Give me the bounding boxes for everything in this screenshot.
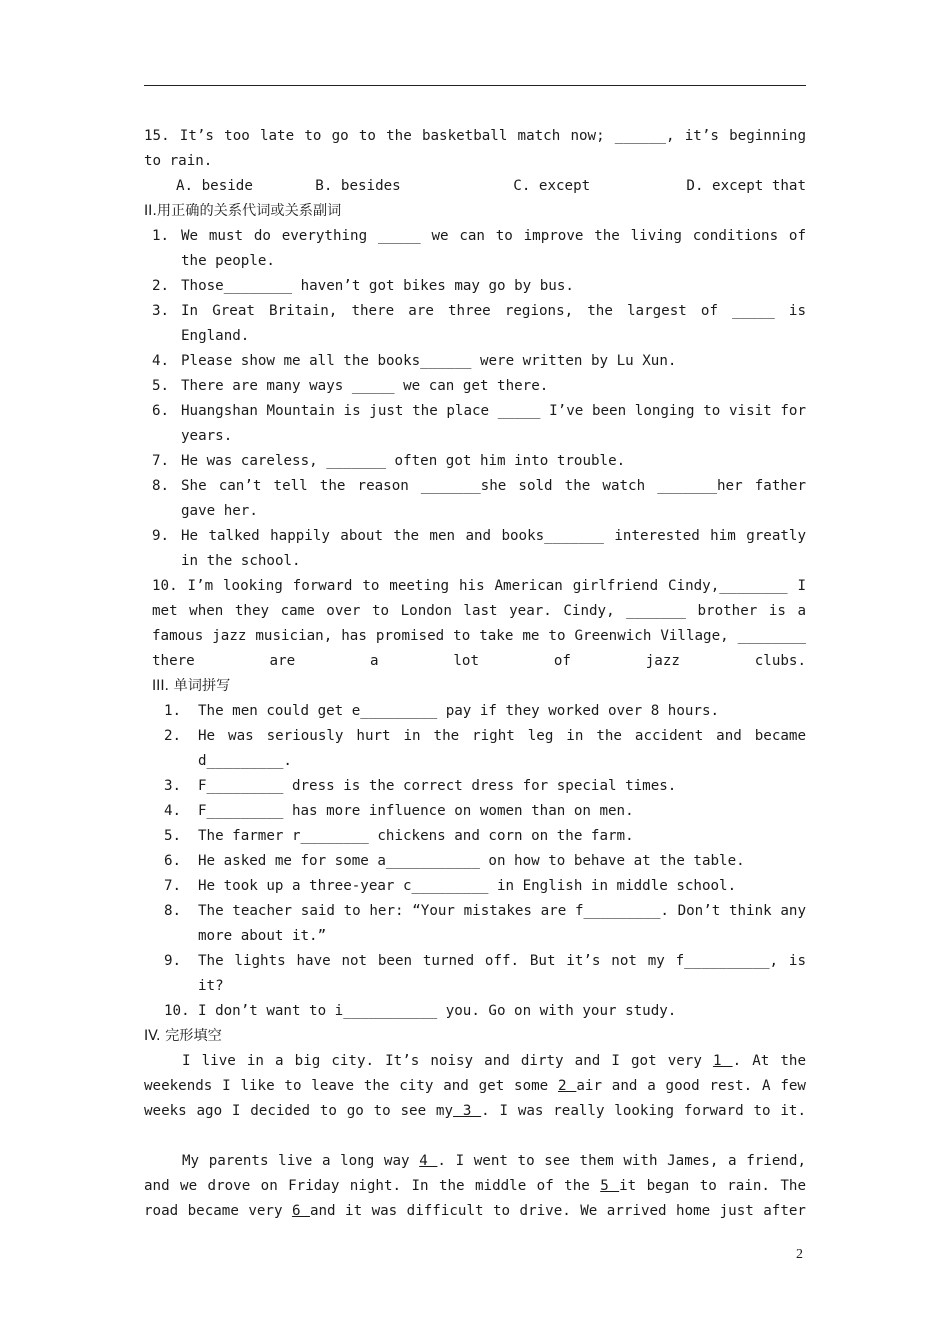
item-text: He took up a three-year c_________ in English in middle school. <box>198 878 737 894</box>
item-text: The men could get e_________ pay if they worked over 8 hours. <box>198 703 720 719</box>
item-number: 7. <box>164 878 182 894</box>
item-number: 8. <box>152 478 170 494</box>
option-c: C. except <box>513 178 591 194</box>
item-text: He was seriously hurt in the right leg in the accident and became d_________. <box>198 728 806 769</box>
list-item <box>152 274 806 299</box>
paragraph-gap <box>144 1124 806 1149</box>
list-item <box>164 849 806 874</box>
item-text: Huangshan Mountain is just the place _____ I’ve been longing to visit for years. <box>181 403 806 444</box>
cloze-text: and it was difficult to drive. We arrived home just after <box>309 1203 806 1219</box>
item-text: The lights have not been turned off. But it’s not my f__________, is it? <box>198 953 806 994</box>
list-item <box>164 824 806 849</box>
cloze-blank-6: 6 <box>291 1203 310 1219</box>
item-number: 7. <box>152 453 170 469</box>
item-number: 6. <box>164 853 182 869</box>
item-number: 5. <box>164 828 182 844</box>
item-number: 1. <box>152 228 170 244</box>
item-text: F_________ dress is the correct dress for special times. <box>198 778 677 794</box>
list-item <box>152 224 806 274</box>
page-number: 2 <box>796 1247 803 1262</box>
item-number: 2. <box>164 728 182 744</box>
list-item <box>152 399 806 449</box>
cloze-text: it began to rain. The road became very <box>144 1178 806 1219</box>
list-item <box>164 724 806 774</box>
item-text: F_________ has more influence on women than on men. <box>198 803 634 819</box>
item-text: I don’t want to i___________ you. Go on with your study. <box>198 1003 677 1019</box>
list-item <box>152 449 806 474</box>
cloze-text: . I went to see them with James, a friend, and we drove on Friday night. In the middle of the <box>144 1153 806 1194</box>
item-number: 4. <box>164 803 182 819</box>
header-rule <box>144 85 806 86</box>
item-number: 2. <box>152 278 170 294</box>
cloze-text: My parents live a long way <box>182 1153 420 1169</box>
question-15-options <box>144 174 806 199</box>
worksheet-page <box>144 124 806 1224</box>
item-text: Please show me all the books______ were written by Lu Xun. <box>181 353 677 369</box>
list-item <box>152 474 806 524</box>
section-3-heading: III. 单词拼写 <box>152 678 231 694</box>
option-d: D. except that <box>686 178 807 194</box>
list-item <box>152 374 806 399</box>
item-number: 1. <box>164 703 182 719</box>
item-number: 8. <box>164 903 182 919</box>
cloze-blank-5: 5 <box>600 1178 620 1194</box>
list-item <box>164 949 806 999</box>
list-item <box>164 774 806 799</box>
section-4-heading: IV. 完形填空 <box>144 1028 222 1044</box>
question-15-line1: 15. It’s too late to go to the basketball match now; ______, it’s beginning <box>144 128 806 144</box>
section-3-list <box>144 699 806 1024</box>
option-a: A. beside <box>176 178 253 194</box>
cloze-blank-2: 2 <box>558 1078 577 1094</box>
cloze-paragraph-1 <box>144 1049 806 1124</box>
list-item <box>164 999 806 1024</box>
item-text: He asked me for some a___________ on how to behave at the table. <box>198 853 745 869</box>
item-number: 10. <box>164 1003 190 1019</box>
item-number: 9. <box>164 953 182 969</box>
cloze-blank-4: 4 <box>419 1153 438 1169</box>
item-text: There are many ways _____ we can get there. <box>181 378 549 394</box>
cloze-text: air and a good rest. A few weeks ago I decided to go to see my <box>144 1078 806 1119</box>
list-item <box>164 874 806 899</box>
item-text: In Great Britain, there are three regions, the largest of _____ is England. <box>181 303 806 344</box>
item-number: 4. <box>152 353 170 369</box>
list-item <box>152 349 806 374</box>
cloze-blank-3: 3 <box>453 1103 482 1119</box>
list-item <box>152 524 806 574</box>
item-text: The farmer r________ chickens and corn on the farm. <box>198 828 634 844</box>
item-number: 9. <box>152 528 170 544</box>
list-item <box>164 899 806 949</box>
cloze-text: I live in a big city. It’s noisy and dirty and I got very <box>182 1053 713 1069</box>
item-text: Those________ haven’t got bikes may go by bus. <box>181 278 574 294</box>
item-text: We must do everything _____ we can to improve the living conditions of the people. <box>181 228 806 269</box>
option-b: B. besides <box>315 178 401 194</box>
item-text: She can’t tell the reason _______she sold the watch _______her father gave her. <box>181 478 806 519</box>
item-number: 3. <box>152 303 170 319</box>
list-item <box>164 799 806 824</box>
section-2-item-10: 10. I’m looking forward to meeting his American girlfriend Cindy,________ I met when they came over to London last year. Cindy, _______ brother is a famous jazz musician, has promised to take me to Greenwich Village, ________ there are a lot of jazz clubs. <box>152 578 806 669</box>
item-text: The teacher said to her: “Your mistakes are f_________. Don’t think any more about it.” <box>198 903 806 944</box>
cloze-text: . At the weekends I like to leave the city and get some <box>144 1053 806 1094</box>
question-15 <box>144 124 806 199</box>
item-number: 3. <box>164 778 182 794</box>
item-text: He talked happily about the men and books_______ interested him greatly in the school. <box>181 528 806 569</box>
cloze-paragraph-2 <box>144 1149 806 1224</box>
section-2-list <box>144 224 806 574</box>
item-number: 6. <box>152 403 170 419</box>
question-15-line2: to rain. <box>144 153 213 169</box>
item-text: He was careless, _______ often got him into trouble. <box>181 453 626 469</box>
list-item <box>152 299 806 349</box>
item-number: 5. <box>152 378 170 394</box>
cloze-blank-1: 1 <box>712 1053 733 1069</box>
section-2-heading: II.用正确的关系代词或关系副词 <box>144 203 342 219</box>
cloze-text: . I was really looking forward to it. <box>481 1103 806 1119</box>
list-item <box>164 699 806 724</box>
